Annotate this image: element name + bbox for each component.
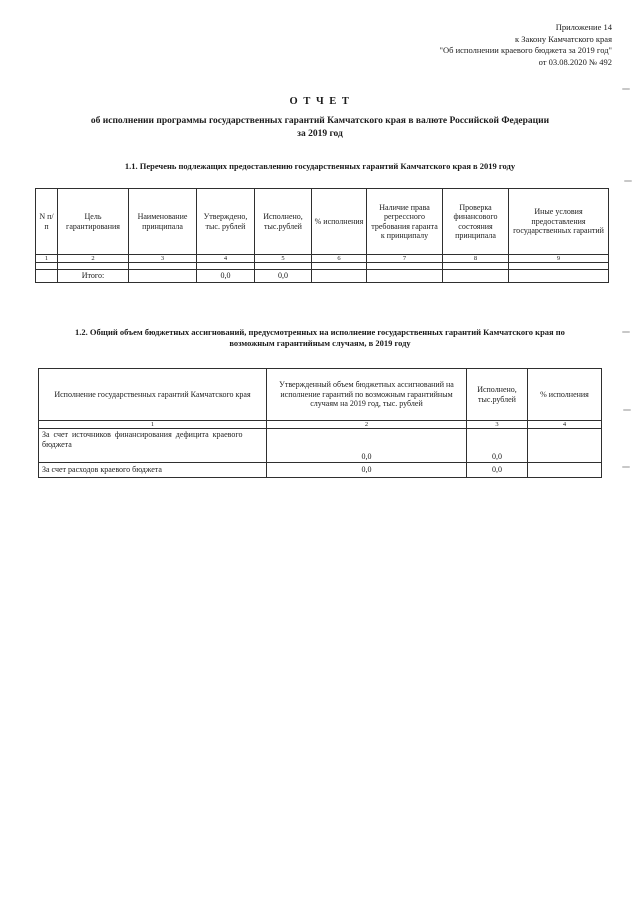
t1-header-approved: Утверждено, тыс. рублей <box>197 189 255 255</box>
t1-total-empty <box>129 270 197 283</box>
t2-row-approved: 0,0 <box>267 429 467 463</box>
t1-total-empty <box>443 270 509 283</box>
t1-total-empty <box>367 270 443 283</box>
document-title <box>0 96 640 140</box>
t2-row-approved: 0,0 <box>267 463 467 478</box>
t1-colnum: 2 <box>58 255 129 263</box>
t1-colnum: 3 <box>129 255 197 263</box>
t2-colnum: 4 <box>528 421 602 429</box>
section-1-2-heading-line2: возможным гарантийным случаям, в 2019 году <box>229 338 411 348</box>
title-year: за 2019 год <box>297 128 343 139</box>
table-budget-allocations <box>38 368 602 478</box>
document-header <box>440 22 612 68</box>
scan-artifact-mark <box>624 180 632 182</box>
t1-empty-cell <box>197 263 255 270</box>
t2-colnum: 3 <box>467 421 528 429</box>
t1-header-principal: Наименование принципала <box>129 189 197 255</box>
t2-colnum: 2 <box>267 421 467 429</box>
t1-header-goal: Цель гарантирования <box>58 189 129 255</box>
section-1-1-heading: 1.1. Перечень подлежащих предоставлению государственных гарантий Камчатского края в 2019 году <box>124 161 516 171</box>
header-appendix-line: Приложение 14 <box>555 22 612 32</box>
t1-colnum: 8 <box>443 255 509 263</box>
title-report-word: О Т Ч Е Т <box>289 96 351 107</box>
t2-row-budget-expenses <box>39 463 602 478</box>
table-guarantees-list <box>35 188 609 283</box>
title-subtitle: об исполнении программы государственных гарантий Камчатского края в валюте Российской Федерации <box>90 116 550 126</box>
t1-total-row <box>36 270 609 283</box>
t2-row-deficit-sources <box>39 429 602 463</box>
t1-empty-row <box>36 263 609 270</box>
t1-header-regress-right: Наличие права регрессного требования гаранта к принципалу <box>367 189 443 255</box>
t1-empty-cell <box>312 263 367 270</box>
t1-empty-cell <box>367 263 443 270</box>
scan-artifact-mark <box>622 331 630 333</box>
t1-total-empty <box>36 270 58 283</box>
scan-artifact-mark <box>622 466 630 468</box>
t2-row-label: За счет расходов краевого бюджета <box>39 463 267 478</box>
t1-total-empty <box>509 270 609 283</box>
scan-artifact-mark <box>622 88 630 90</box>
header-law-title-line: "Об исполнении краевого бюджета за 2019 год" <box>439 45 612 55</box>
t1-header-other-conditions: Иные условия предоставления государственных гарантий <box>509 189 609 255</box>
t1-total-label: Итого: <box>58 270 129 283</box>
t1-colnum: 7 <box>367 255 443 263</box>
t2-header-row <box>39 369 602 421</box>
t1-header-financial-check: Проверка финансового состояния принципала <box>443 189 509 255</box>
t1-column-numbers-row <box>36 255 609 263</box>
t1-total-approved: 0,0 <box>197 270 255 283</box>
section-1-2-heading-line1: 1.2. Общий объем бюджетных ассигнований, предусмотренных на исполнение государственных гарантий Камчатского края по <box>75 327 565 337</box>
header-date-number-line: от 03.08.2020 № 492 <box>538 56 612 67</box>
t1-total-empty <box>312 270 367 283</box>
t1-empty-cell <box>58 263 129 270</box>
t1-colnum: 6 <box>312 255 367 263</box>
t2-row-executed: 0,0 <box>467 463 528 478</box>
t1-colnum: 4 <box>197 255 255 263</box>
header-law-line: к Закону Камчатского края <box>515 33 612 44</box>
t1-header-percent: % исполнения <box>312 189 367 255</box>
t1-colnum: 1 <box>36 255 58 263</box>
t2-column-numbers-row <box>39 421 602 429</box>
t2-row-percent <box>528 463 602 478</box>
t2-header-execution: Исполнение государственных гарантий Камчатского края <box>39 369 267 421</box>
t1-colnum: 5 <box>255 255 312 263</box>
t1-empty-cell <box>509 263 609 270</box>
t1-header-executed: Исполнено, тыс.рублей <box>255 189 312 255</box>
section-1-2-heading <box>0 327 640 349</box>
t1-empty-cell <box>36 263 58 270</box>
t1-empty-cell <box>443 263 509 270</box>
t1-empty-cell <box>255 263 312 270</box>
t2-row-executed: 0,0 <box>467 429 528 463</box>
t2-row-label: За счет источников финансирования дефицита краевого бюджета <box>39 429 267 463</box>
t1-header-row <box>36 189 609 255</box>
t2-colnum: 1 <box>39 421 267 429</box>
t2-header-approved-volume: Утвержденный объем бюджетных ассигнований на исполнение гарантий по возможным гарантийным случаям на 2019 год, тыс. рублей <box>267 369 467 421</box>
t1-empty-cell <box>129 263 197 270</box>
t1-header-npp: N п/п <box>36 189 58 255</box>
t2-header-percent: % исполнения <box>528 369 602 421</box>
t1-colnum: 9 <box>509 255 609 263</box>
t2-row-percent <box>528 429 602 463</box>
scan-artifact-mark <box>623 409 631 411</box>
t2-header-executed: Исполнено, тыс.рублей <box>467 369 528 421</box>
t1-total-executed: 0,0 <box>255 270 312 283</box>
